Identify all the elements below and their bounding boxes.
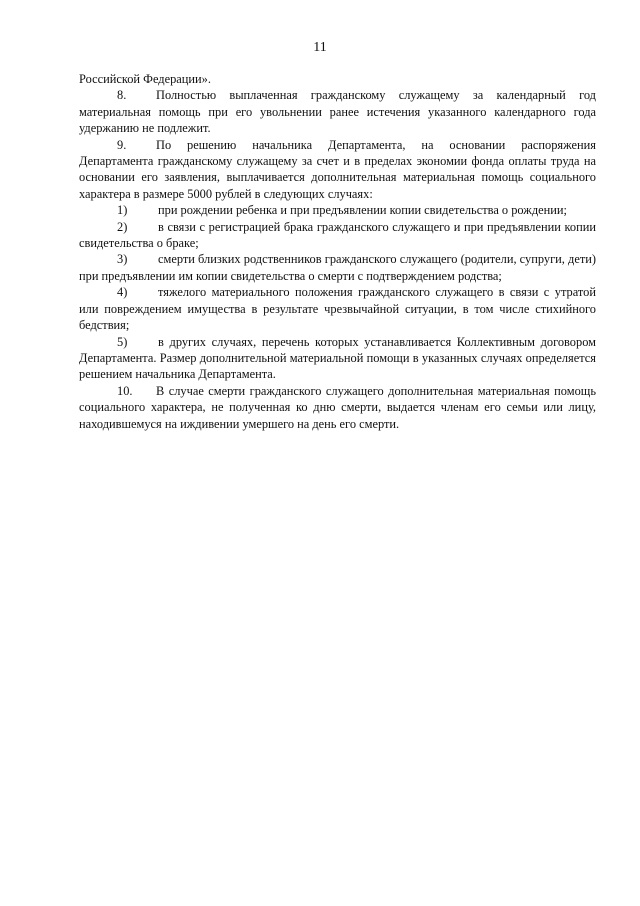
list-item-text: в других случаях, перечень которых устанавливается Коллективным договором Департамента. Размер дополнительной материальной помощи в указанных случаях определяется решением начальника Департамента. — [79, 334, 596, 382]
paragraph-8 — [79, 87, 596, 136]
paragraph-text: В случае смерти гражданского служащего дополнительная материальная помощь социального характера, не полученная ко дню смерти, выдается членам его семьи или лицу, находившемуся на иждивении умершего на день его смерти. — [79, 383, 596, 431]
paragraph-9 — [79, 137, 596, 203]
page-number: 11 — [313, 40, 327, 55]
list-item-number: 5) — [117, 334, 128, 349]
paragraph-number: 9. — [117, 137, 127, 152]
paragraph-text: Российской Федерации». — [79, 72, 211, 86]
list-item-number: 4) — [117, 285, 128, 300]
paragraph-text: Полностью выплаченная гражданскому служащему за календарный год материальная помощь при его увольнении ранее истечения указанного календарного года удержанию не подлежит. — [79, 88, 596, 136]
document-body — [79, 71, 596, 432]
list-item-text: при рождении ребенка и при предъявлении копии свидетельства о рождении; — [158, 203, 567, 218]
list-item-5 — [79, 334, 596, 383]
list-item-2 — [79, 219, 596, 252]
paragraph-10 — [79, 383, 596, 432]
list-item-4 — [79, 284, 596, 333]
list-item-text: смерти близких родственников гражданского служащего (родители, супруги, дети) при предъявлении им копии свидетельства о смерти с подтверждением родства; — [79, 252, 596, 283]
paragraph-number: 8. — [117, 88, 127, 103]
list-item-3 — [79, 251, 596, 284]
list-item-text: тяжелого материального положения гражданского служащего в связи с утратой или повреждением имущества в результате чрезвычайной ситуации, в том числе стихийного бедствия; — [79, 285, 596, 333]
list-item-text: в связи с регистрацией брака гражданского служащего и при предъявлении копии свидетельства о браке; — [79, 219, 596, 251]
paragraph-continuation — [79, 71, 596, 87]
paragraph-text: По решению начальника Департамента, на основании распоряжения Департамента гражданскому служащему за счет и в пределах экономии фонда оплаты труда на основании его заявления, выплачивается дополнительная материальная помощь социального характера в размере 5000 рублей в следующих случаях: — [79, 137, 596, 201]
list-item-1 — [79, 202, 596, 218]
paragraph-number: 10. — [117, 383, 133, 398]
list-item-number: 3) — [117, 252, 128, 267]
list-item-number: 1) — [117, 203, 128, 218]
list-item-number: 2) — [117, 219, 128, 234]
